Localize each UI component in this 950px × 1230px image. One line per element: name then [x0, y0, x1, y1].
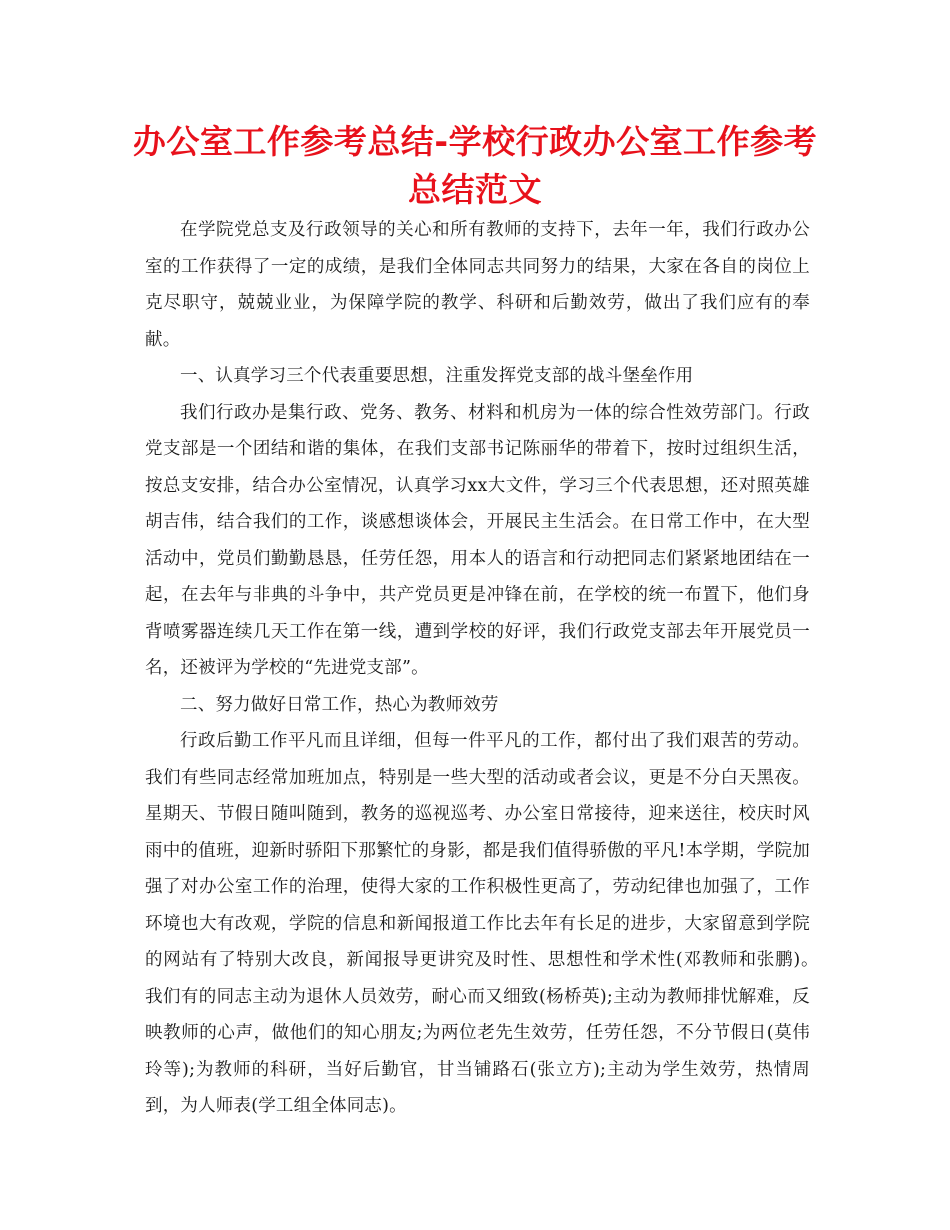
paragraph-section-1: 我们行政办是集行政、党务、教务、材料和机房为一体的综合性效劳部门。行政党支部是一个团结和谐的集体，在我们支部书记陈丽华的带着下，按时过组织生活，按总支安排，结合办公室情况，认真学习xx大文件，学习三个代表思想，还对照英雄胡吉伟，结合我们的工作，谈感想谈体会，开展民主生活会。在日常工作中，在大型活动中，党员们勤勤恳恳，任劳任怨，用本人的语言和行动把同志们紧紧地团结在一起，在去年与非典的斗争中，共产党员更是冲锋在前，在学校的统一布置下，他们身背喷雾器连续几天工作在第一线，遭到学校的好评，我们行政党支部去年开展党员一名，还被评为学校的“先进党支部”。 — [145, 402, 810, 678]
document-body — [145, 212, 846, 1125]
section-heading-1: 一、认真学习三个代表重要思想，注重发挥党支部的战斗堡垒作用 — [180, 366, 694, 386]
paragraph-section-2: 行政后勤工作平凡而且详细，但每一件平凡的工作，都付出了我们艰苦的劳动。我们有些同志经常加班加点，特别是一些大型的活动或者会议，更是不分白天黑夜。星期天、节假日随叫随到，教务的巡视巡考、办公室日常接待，迎来送往，校庆时风雨中的值班，迎新时骄阳下那繁忙的身影，都是我们值得骄傲的平凡!本学期，学院加强了对办公室工作的治理，使得大家的工作积极性更高了，劳动纪律也加强了，工作环境也大有改观，学院的信息和新闻报道工作比去年有长足的进步，大家留意到学院的网站有了特别大改良，新闻报导更讲究及时性、思想性和学术性(邓教师和张鹏)。 我们有的同志主动为退休人员效劳，耐心而又细致(杨桥英);主动为教师排忧解难，反映教师的心声，做他们的知心朋友;为两位老先生效劳，任劳任怨，不分节假日(莫伟玲等);为教师的科研，当好后勤官，甘当铺路石(张立方);主动为学生效劳，热情周到，为人师表(学工组全体同志)。 — [145, 731, 846, 1116]
paragraph-intro: 在学院党总支及行政领导的关心和所有教师的支持下，去年一年，我们行政办公室的工作获得了一定的成绩，是我们全体同志共同努力的结果，大家在各自的岗位上克尽职守，兢兢业业，为保障学院的教学、科研和后勤效劳，做出了我们应有的奉献。 — [145, 220, 810, 350]
section-heading-2: 二、努力做好日常工作，热心为教师效劳 — [180, 694, 499, 715]
document-title: 办公室工作参考总结-学校行政办公室工作参考总结范文 — [132, 122, 818, 209]
